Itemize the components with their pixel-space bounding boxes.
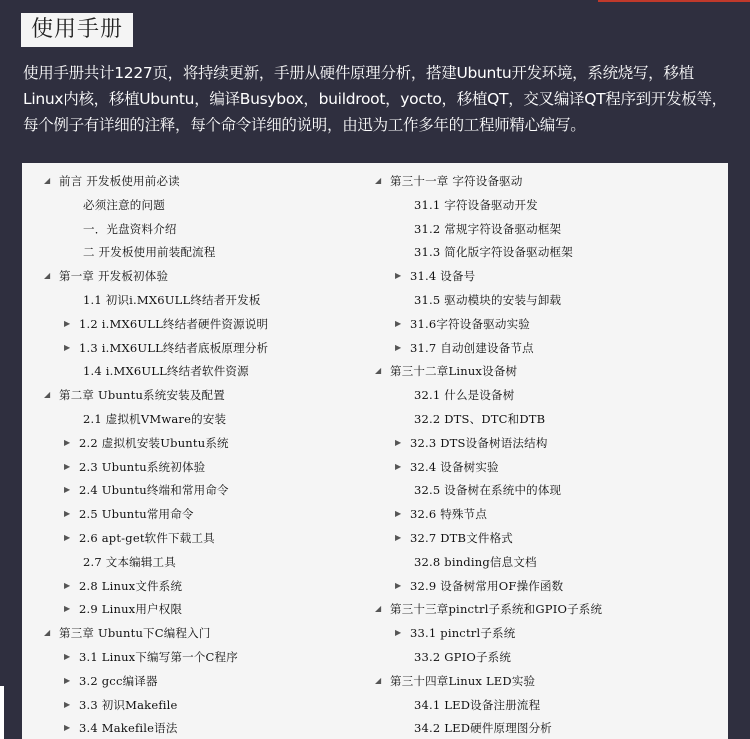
toc-entry[interactable] — [22, 575, 362, 597]
toc-entry[interactable] — [22, 622, 362, 644]
toc-entry[interactable] — [355, 694, 728, 716]
collapsed-triangle-icon[interactable]: ▶ — [64, 675, 71, 685]
toc-entry[interactable] — [355, 503, 728, 525]
toc-entry-label: 2.5 Ubuntu常用命令 — [79, 507, 194, 522]
toc-entry-label: 32.7 DTB文件格式 — [410, 531, 514, 545]
toc-entry[interactable] — [22, 265, 362, 287]
toc-entry-label: 第一章 开发板初体验 — [59, 269, 169, 284]
expanded-triangle-icon[interactable]: ◢ — [375, 176, 382, 185]
toc-entry-label: 31.4 设备号 — [410, 269, 476, 284]
toc-entry-label: 32.3 DTS设备树语法结构 — [410, 435, 548, 450]
section-title-badge: 使用手册 — [21, 13, 133, 47]
toc-entry-label: 32.9 设备树常用OF操作函数 — [410, 578, 564, 593]
toc-entry[interactable] — [22, 503, 362, 525]
collapsed-triangle-icon[interactable]: ▶ — [395, 318, 402, 328]
expanded-triangle-icon[interactable]: ◢ — [44, 176, 51, 185]
toc-entry-label: 2.8 Linux文件系统 — [79, 578, 183, 593]
toc-entry[interactable] — [355, 265, 728, 287]
toc-entry[interactable] — [22, 670, 362, 692]
toc-entry[interactable] — [355, 360, 728, 382]
toc-entry-label: 1.1 初识i.MX6ULL终结者开发板 — [83, 293, 261, 307]
toc-entry[interactable] — [355, 289, 728, 311]
toc-panel — [22, 163, 728, 739]
toc-entry[interactable] — [355, 527, 728, 549]
toc-entry[interactable] — [355, 241, 728, 263]
toc-entry[interactable] — [22, 456, 362, 478]
expanded-triangle-icon[interactable]: ◢ — [375, 366, 382, 376]
collapsed-triangle-icon[interactable]: ▶ — [64, 699, 71, 709]
toc-entry-label: 3.4 Makefile语法 — [79, 721, 178, 736]
toc-entry[interactable] — [22, 432, 362, 454]
expanded-triangle-icon[interactable]: ◢ — [375, 604, 382, 614]
collapsed-triangle-icon[interactable]: ▶ — [395, 628, 402, 638]
toc-entry-label: 32.6 特殊节点 — [410, 507, 488, 522]
toc-entry-label: 第三十三章pinctrl子系统和GPIO子系统 — [390, 602, 603, 617]
toc-entry[interactable] — [355, 337, 728, 359]
toc-entry-label: 二 开发板使用前装配流程 — [83, 245, 216, 260]
toc-entry-label: 32.1 什么是设备树 — [414, 388, 515, 403]
toc-entry-label: 第三章 Ubuntu下C编程入门 — [59, 626, 211, 641]
toc-entry-label: 第三十四章Linux LED实验 — [390, 673, 536, 688]
collapsed-triangle-icon[interactable]: ▶ — [395, 461, 402, 471]
collapsed-triangle-icon[interactable]: ▶ — [395, 437, 402, 447]
toc-entry-label: 2.4 Ubuntu终端和常用命令 — [79, 483, 229, 498]
toc-entry[interactable] — [22, 408, 362, 430]
collapsed-triangle-icon[interactable]: ▶ — [395, 533, 402, 542]
toc-entry[interactable] — [355, 598, 728, 620]
toc-entry[interactable] — [22, 194, 362, 216]
toc-entry-label: 31.2 常规字符设备驱动框架 — [414, 221, 562, 236]
toc-entry[interactable] — [22, 598, 362, 620]
collapsed-triangle-icon[interactable]: ▶ — [64, 437, 71, 447]
toc-entry-label: 3.3 初识Makefile — [79, 697, 178, 712]
toc-entry-label: 31.5 驱动模块的安装与卸载 — [414, 293, 562, 307]
toc-entry[interactable] — [22, 241, 362, 263]
toc-entry-label: 32.2 DTS、DTC和DTB — [414, 412, 546, 426]
toc-entry[interactable] — [355, 479, 728, 501]
toc-entry-label: 1.3 i.MX6ULL终结者底板原理分析 — [79, 340, 269, 355]
toc-entry[interactable] — [22, 717, 362, 739]
collapsed-triangle-icon[interactable]: ▶ — [64, 461, 71, 471]
toc-entry[interactable] — [355, 194, 728, 216]
toc-entry[interactable] — [22, 289, 362, 311]
toc-entry-label: 31.1 字符设备驱动开发 — [414, 197, 538, 212]
toc-entry[interactable] — [355, 670, 728, 692]
toc-entry-label: 33.2 GPIO子系统 — [414, 650, 512, 664]
collapsed-triangle-icon[interactable]: ▶ — [64, 580, 71, 590]
collapsed-triangle-icon[interactable]: ▶ — [395, 342, 402, 352]
collapsed-triangle-icon[interactable]: ▶ — [64, 533, 71, 542]
toc-entry-label: 2.7 文本编辑工具 — [83, 554, 176, 569]
toc-entry-label: 第三十二章Linux设备树 — [390, 364, 518, 379]
intro-paragraph: 使用手册共计1227页，将持续更新，手册从硬件原理分析，搭建Ubuntu开发环境，系统烧写，移植Linux内核，移植Ubuntu，编译Busybox，buildroot，yocto，移植QT，交叉编译QT程序到开发板等，每个例子有详细的注释，每个命令详细的说明，由迅为工作多年的工程师精心编写。 — [23, 64, 727, 134]
collapsed-triangle-icon[interactable]: ▶ — [64, 485, 71, 495]
toc-entry[interactable] — [22, 360, 362, 382]
top-accent-line — [598, 0, 750, 2]
expanded-triangle-icon[interactable]: ◢ — [44, 390, 51, 400]
toc-entry-label: 31.7 自动创建设备节点 — [410, 340, 534, 355]
toc-entry-label: 第三十一章 字符设备驱动 — [390, 174, 523, 188]
toc-entry-label: 前言 开发板使用前必读 — [59, 174, 180, 188]
toc-entry[interactable] — [22, 313, 362, 335]
toc-entry[interactable] — [22, 694, 362, 716]
toc-entry[interactable] — [355, 646, 728, 668]
toc-entry[interactable] — [22, 337, 362, 359]
toc-entry-label: 1.2 i.MX6ULL终结者硬件资源说明 — [79, 316, 269, 331]
toc-entry[interactable] — [22, 551, 362, 573]
toc-entry[interactable] — [355, 170, 728, 192]
toc-entry[interactable] — [22, 479, 362, 501]
toc-entry-label: 2.1 虚拟机VMware的安装 — [83, 412, 227, 426]
expanded-triangle-icon[interactable]: ◢ — [44, 628, 51, 638]
toc-entry[interactable] — [355, 717, 728, 739]
collapsed-triangle-icon[interactable]: ▶ — [395, 271, 402, 281]
toc-entry-label: 3.2 gcc编译器 — [79, 673, 158, 688]
toc-entry[interactable] — [22, 218, 362, 240]
toc-entry[interactable] — [355, 384, 728, 406]
toc-entry-label: 2.2 虚拟机安装Ubuntu系统 — [79, 435, 229, 450]
toc-entry-label: 必须注意的问题 — [83, 197, 165, 212]
toc-entry[interactable] — [355, 408, 728, 430]
toc-entry[interactable] — [22, 527, 362, 549]
toc-entry[interactable] — [22, 384, 362, 406]
collapsed-triangle-icon[interactable]: ▶ — [64, 652, 71, 661]
page-edge — [0, 686, 4, 739]
toc-entry-label: 2.9 Linux用户权限 — [79, 602, 183, 617]
toc-entry[interactable] — [355, 432, 728, 454]
toc-entry[interactable] — [355, 218, 728, 240]
toc-entry-label: 第二章 Ubuntu系统安装及配置 — [59, 388, 225, 403]
toc-entry-label: 31.3 简化版字符设备驱动框架 — [414, 245, 573, 260]
toc-entry-label: 2.3 Ubuntu系统初体验 — [79, 459, 206, 474]
expanded-triangle-icon[interactable]: ◢ — [375, 675, 382, 685]
toc-entry-label: 1.4 i.MX6ULL终结者软件资源 — [83, 364, 249, 379]
collapsed-triangle-icon[interactable]: ▶ — [395, 509, 402, 519]
toc-entry[interactable] — [355, 551, 728, 573]
toc-entry-label: 32.5 设备树在系统中的体现 — [414, 483, 562, 498]
toc-entry[interactable] — [355, 313, 728, 335]
collapsed-triangle-icon[interactable]: ▶ — [395, 580, 402, 590]
toc-entry[interactable] — [355, 575, 728, 597]
collapsed-triangle-icon[interactable]: ▶ — [64, 318, 71, 328]
collapsed-triangle-icon[interactable]: ▶ — [64, 509, 71, 519]
toc-entry-label: 2.6 apt-get软件下载工具 — [79, 531, 215, 545]
toc-entry-label: 32.4 设备树实验 — [410, 459, 499, 474]
toc-entry[interactable] — [355, 456, 728, 478]
toc-entry[interactable] — [355, 622, 728, 644]
toc-entry-label: 3.1 Linux下编写第一个C程序 — [79, 650, 238, 664]
toc-entry-label: 33.1 pinctrl子系统 — [410, 626, 516, 641]
toc-entry-label: 34.2 LED硬件原理图分析 — [414, 721, 553, 736]
toc-entry-label: 32.8 binding信息文档 — [414, 554, 537, 569]
toc-entry[interactable] — [22, 646, 362, 668]
toc-entry-label: 31.6字符设备驱动实验 — [410, 316, 531, 331]
collapsed-triangle-icon[interactable]: ▶ — [64, 723, 71, 733]
collapsed-triangle-icon[interactable]: ▶ — [64, 604, 71, 614]
collapsed-triangle-icon[interactable]: ▶ — [64, 342, 71, 352]
toc-entry-label: 一．光盘资料介绍 — [83, 221, 177, 236]
expanded-triangle-icon[interactable]: ◢ — [44, 271, 51, 281]
toc-entry-label: 34.1 LED设备注册流程 — [414, 697, 541, 712]
toc-entry[interactable] — [22, 170, 362, 192]
